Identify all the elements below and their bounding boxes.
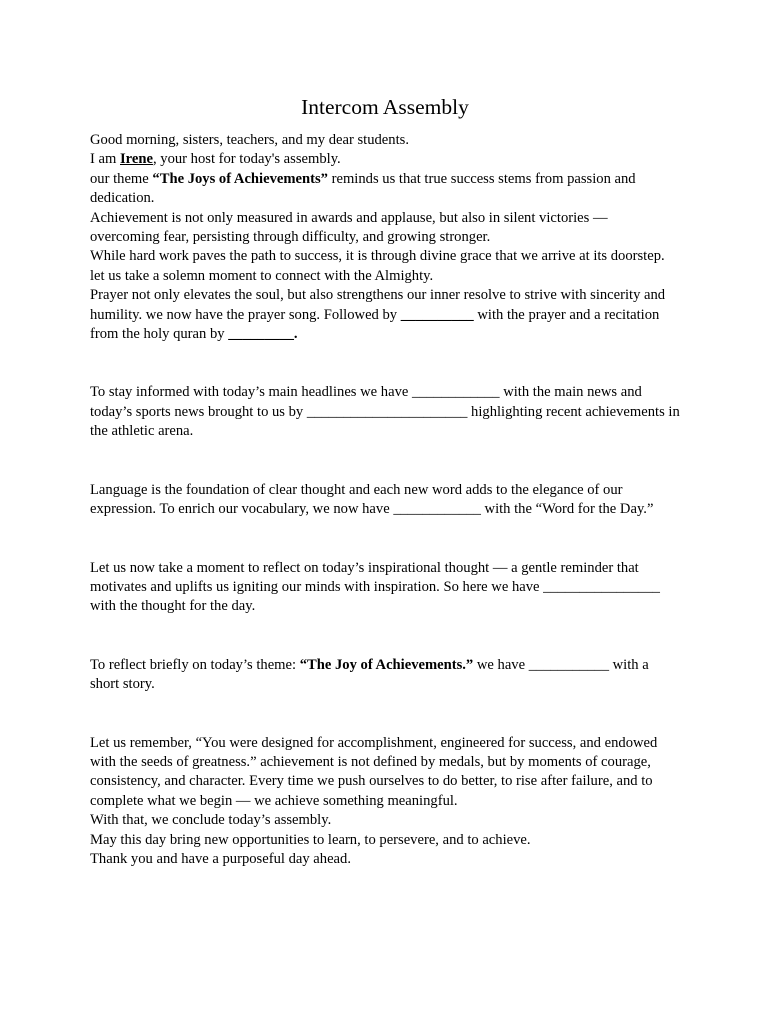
greeting-line: Good morning, sisters, teachers, and my dear students. <box>90 132 409 148</box>
story-prefix: To reflect briefly on today’s theme: <box>90 656 300 673</box>
prayer-prefix: Prayer not only elevates the soul, but also strengthens our inner resolve to strive with sincerity and humility. we now have the prayer song. Followed by <box>90 287 666 323</box>
story-theme: “The Joy of Achievements.” <box>299 656 474 673</box>
prayer-middle: with the prayer and a recitation from the holy quran by <box>90 306 660 343</box>
story-paragraph <box>90 656 680 695</box>
document-title: Intercom Assembly <box>301 95 469 119</box>
thought-paragraph: Let us now take a moment to reflect on today’s inspirational thought — a gentle reminder that motivates and uplifts us igniting our minds with inspiration. So here we have ________________ with the thought for the day. <box>90 559 660 615</box>
closing-thanks: Thank you and have a purposeful day ahead. <box>90 850 351 867</box>
theme-line <box>90 170 680 209</box>
theme-suffix: reminds us that true success stems from passion and dedication. <box>90 170 636 207</box>
theme-prefix: our theme <box>90 170 153 187</box>
closing-wish: May this day bring new opportunities to learn, to persevere, and to achieve. <box>90 831 531 848</box>
news-paragraph: To stay informed with today’s main headlines we have ____________ with the main news and today’s sports news brought to us by ______________________ highlighting recent achievements in the athletic arena. <box>90 384 680 440</box>
host-prefix: I am <box>90 151 120 168</box>
host-name: Irene <box>120 151 153 168</box>
hard-work-line: While hard work paves the path to success, it is through divine grace that we arrive at its doorstep. <box>90 248 665 265</box>
prayer-line <box>90 286 680 344</box>
closing-quote: Let us remember, “You were designed for accomplishment, engineered for success, and endowed with the seeds of greatness.” achievement is not defined by medals, but by moments of courage, consistency, and character. Every time we push ourselves to do better, to rise after failure, and to complete what we begin — we achieve something meaningful. <box>90 734 658 809</box>
prayer-end: . <box>293 326 298 343</box>
closing-section <box>90 734 680 870</box>
document-page <box>90 93 680 869</box>
word-paragraph: Language is the foundation of clear thought and each new word adds to the elegance of our expression. To enrich our vocabulary, we now have ____________ with the “Word for the Day.” <box>90 481 654 518</box>
prayer-blank: __________ <box>400 306 474 323</box>
theme-title: “The Joys of Achievements” <box>152 170 328 187</box>
host-line <box>90 150 680 169</box>
closing-conclude: With that, we conclude today’s assembly. <box>90 812 332 829</box>
host-suffix: , your host for today's assembly. <box>152 151 341 168</box>
quran-blank: _________ <box>228 326 294 343</box>
achievement-line: Achievement is not only measured in awards and applause, but also in silent victories — overcoming fear, persisting through difficulty, and growing stronger. <box>90 209 608 246</box>
story-suffix: we have ___________ with a short story. <box>90 656 649 693</box>
solemn-line: let us take a solemn moment to connect with the Almighty. <box>90 267 434 284</box>
intro-section <box>90 131 680 344</box>
